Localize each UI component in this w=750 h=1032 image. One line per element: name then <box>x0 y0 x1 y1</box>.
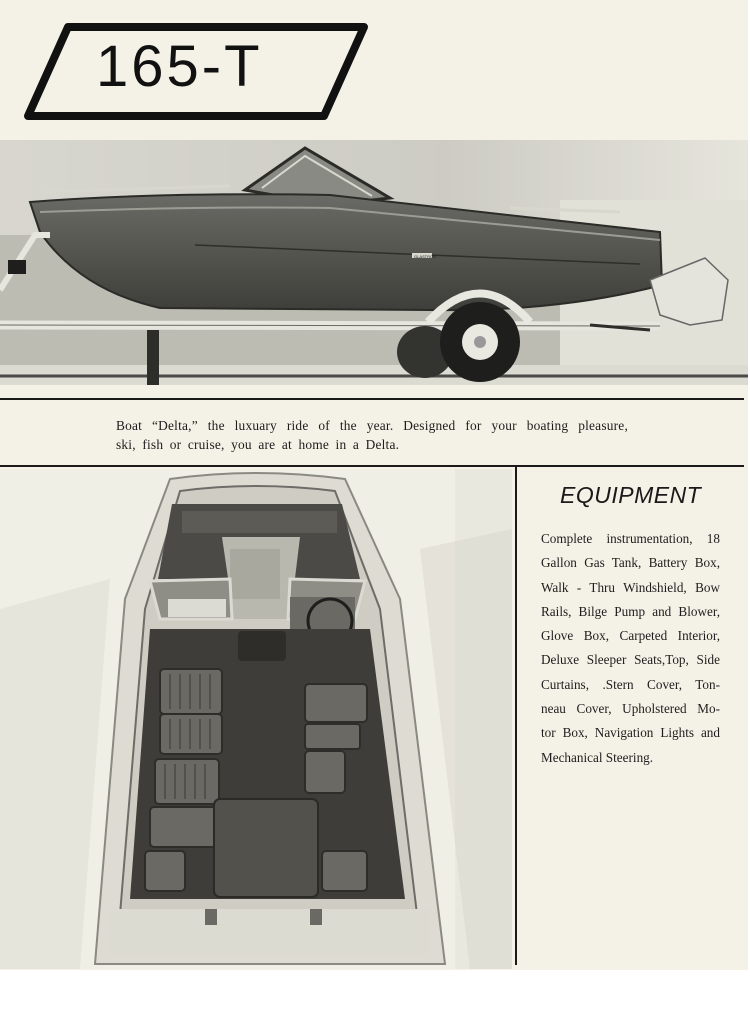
equipment-line: Complete instrumentation, 18 <box>541 531 720 546</box>
boat-interior-photo <box>0 469 512 969</box>
equipment-heading: EQUIPMENT <box>560 482 702 508</box>
equipment-list <box>541 527 720 770</box>
equipment-line: tor Box, Navigation Lights and <box>541 725 720 741</box>
equipment-line: Walk - Thru Windshield, Bow <box>541 579 720 595</box>
photo-caption <box>116 416 628 454</box>
boat-side-photo <box>0 140 748 385</box>
maker-plate: GLASTRON <box>414 254 437 259</box>
middle-divider <box>0 465 744 467</box>
equipment-line: Rails, Bilge Pump and Blower, <box>541 603 720 619</box>
column-divider <box>515 467 517 965</box>
top-divider <box>0 398 744 400</box>
equipment-line: Glove Box, Carpeted Interior, <box>541 628 720 644</box>
model-number: 165-T <box>96 34 263 99</box>
equipment-line: Deluxe Sleeper Seats,Top, Side <box>541 652 720 668</box>
equipment-line: Gallon Gas Tank, Battery Box, <box>541 555 720 571</box>
equipment-line: neau Cover, Upholstered Mo- <box>541 701 720 717</box>
equipment-line: Mechanical Steering. <box>541 749 654 765</box>
caption-line: ski, fish or cruise, you are at home in a Delta. <box>116 437 400 452</box>
caption-line: Boat “Delta,” the luxuary ride of the year. Designed for your boating pleasure, <box>116 418 628 433</box>
equipment-line: Curtains, .Stern Cover, Ton- <box>541 676 720 692</box>
